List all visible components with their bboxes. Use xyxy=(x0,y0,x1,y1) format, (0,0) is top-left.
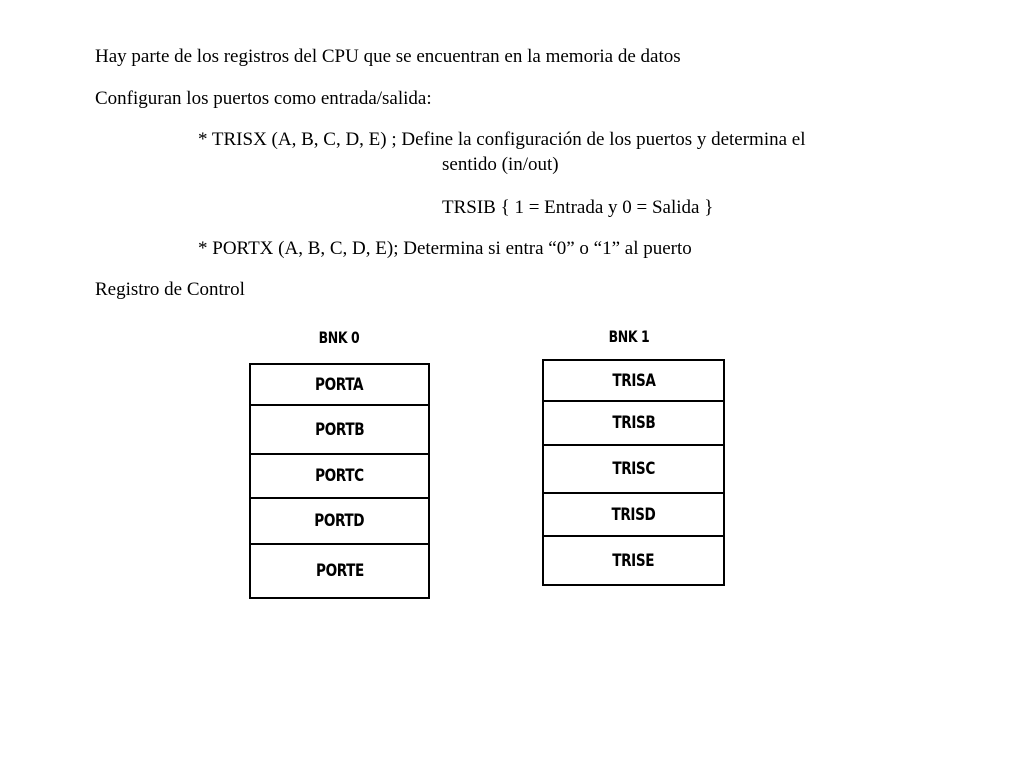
register-label: TRISE xyxy=(612,550,655,571)
control-register-heading: Registro de Control xyxy=(95,279,245,300)
portx-description: * PORTX (A, B, C, D, E); Determina si entra “0” o “1” al puerto xyxy=(198,238,692,259)
bank0-cell-portc xyxy=(249,455,430,499)
register-label: PORTA xyxy=(315,374,364,395)
trisx-description-cont: sentido (in/out) xyxy=(442,154,559,175)
trsib-legend: TRSIB { 1 = Entrada y 0 = Salida } xyxy=(442,197,714,218)
bank1-title: BNK 1 xyxy=(608,327,650,346)
intro-line: Hay parte de los registros del CPU que se encuentran en la memoria de datos xyxy=(95,46,681,67)
register-label: PORTE xyxy=(315,561,364,581)
register-label: TRISA xyxy=(611,370,656,391)
bank0-register-table xyxy=(249,363,430,599)
bank1-cell-trisc xyxy=(542,446,725,494)
bank0-cell-porta xyxy=(249,365,430,406)
register-label: TRISB xyxy=(612,413,655,433)
trisx-description: * TRISX (A, B, C, D, E) ; Define la configuración de los puertos y determina el xyxy=(198,129,806,150)
bank1-cell-trisa xyxy=(542,361,725,402)
register-label: PORTC xyxy=(315,466,364,486)
bank1-register-table xyxy=(542,359,725,586)
bank0-cell-portb xyxy=(249,406,430,455)
register-label: TRISC xyxy=(612,459,655,479)
bank0-cell-portd xyxy=(249,499,430,545)
register-label: PORTB xyxy=(314,419,365,440)
bank1-cell-trise xyxy=(542,537,725,586)
bank1-cell-trisd xyxy=(542,494,725,537)
register-label: PORTD xyxy=(314,511,365,531)
register-label: TRISD xyxy=(611,504,656,525)
bank0-title: BNK 0 xyxy=(318,328,360,347)
bank0-cell-porte xyxy=(249,545,430,599)
bank1-cell-trisb xyxy=(542,402,725,446)
config-heading: Configuran los puertos como entrada/salida: xyxy=(95,88,432,109)
